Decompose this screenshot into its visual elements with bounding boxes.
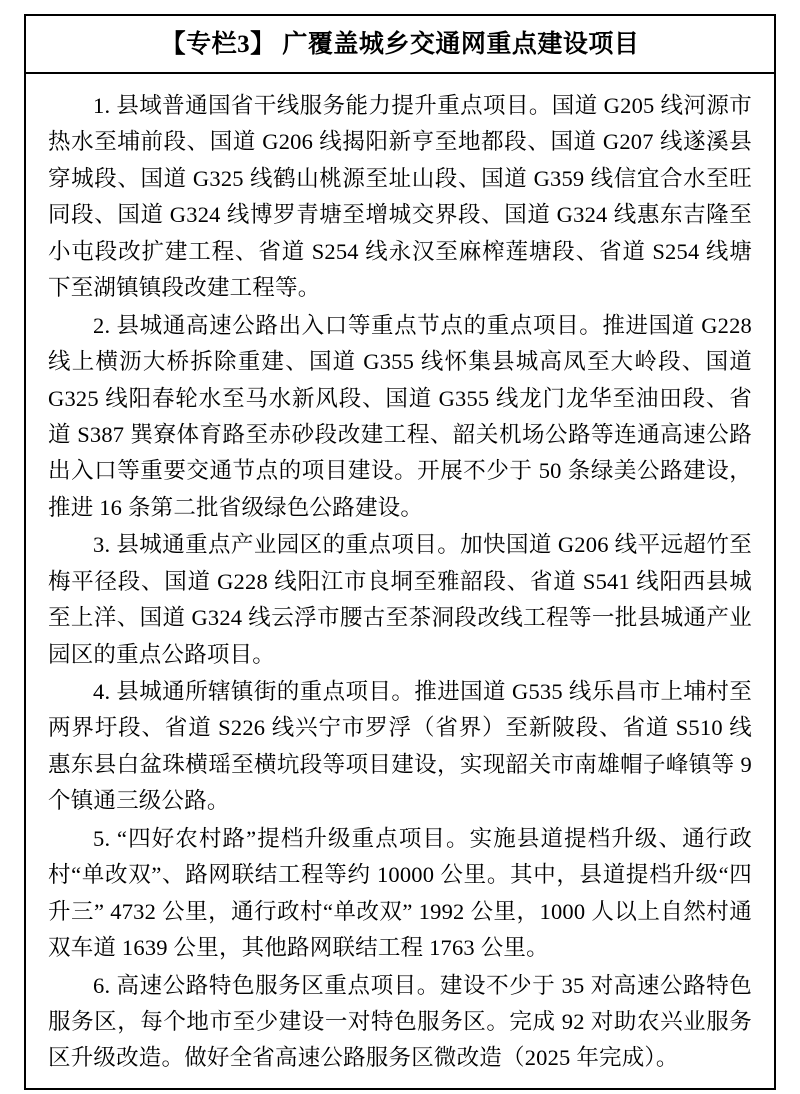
paragraph: 4. 县城通所辖镇街的重点项目。推进国道 G535 线乐昌市上埔村至两界圩段、省道 S226 线兴宁市罗浮（省界）至新陂段、省道 S510 线惠东县白盆珠横瑶至横坑段等项目建设，实现韶关市南雄帽子峰镇等 9 个镇通三级公路。	[48, 679, 752, 814]
highlight-box	[24, 14, 776, 1090]
paragraph: 2. 县城通高速公路出入口等重点节点的重点项目。推进国道 G228 线上横沥大桥拆除重建、国道 G355 线怀集县城高凤至大岭段、国道 G325 线阳春轮水至马水新风段、国道 G355 线龙门龙华至油田段、省道 S387 巽寮体育路至赤砂段改建工程、韶关机场公路等连通高速公路出入口等重要交通节点的项目建设。开展不少于 50 条绿美公路建设，推进 16 条第二批省级绿色公路建设。	[48, 312, 752, 520]
paragraph: 5. “四好农村路”提档升级重点项目。实施县道提档升级、通行政村“单改双”、路网联结工程等约 10000 公里。其中，县道提档升级“四升三” 4732 公里，通行政村“单改双” 1992 公里，1000 人以上自然村通双车道 1639 公里，其他路网联结工程 1763 公里。	[48, 825, 752, 961]
paragraph: 6. 高速公路特色服务区重点项目。建设不少于 35 对高速公路特色服务区，每个地市至少建设一对特色服务区。完成 92 对助农兴业服务区升级改造。做好全省高速公路服务区微改造（2025 年完成）。	[48, 972, 752, 1071]
paragraph: 3. 县城通重点产业园区的重点项目。加快国道 G206 线平远超竹至梅平径段、国道 G228 线阳江市良垌至雅韶段、省道 S541 线阳西县城至上洋、国道 G324 线云浮市腰古至茶洞段改线工程等一批县城通产业园区的重点公路项目。	[48, 532, 752, 667]
box-body	[26, 74, 774, 1088]
box-title: 【专栏3】 广覆盖城乡交通网重点建设项目	[160, 31, 640, 58]
paragraph: 1. 县域普通国省干线服务能力提升重点项目。国道 G205 线河源市热水至埔前段、国道 G206 线揭阳新亨至地都段、国道 G207 线遂溪县穿城段、国道 G325 线鹤山桃源至址山段、国道 G359 线信宜合水至旺同段、国道 G324 线博罗青塘至增城交界段、国道 G324 线惠东吉隆至小屯段改扩建工程、省道 S254 线永汉至麻榨莲塘段、省道 S254 线塘下至湖镇镇段改建工程等。	[48, 93, 752, 301]
